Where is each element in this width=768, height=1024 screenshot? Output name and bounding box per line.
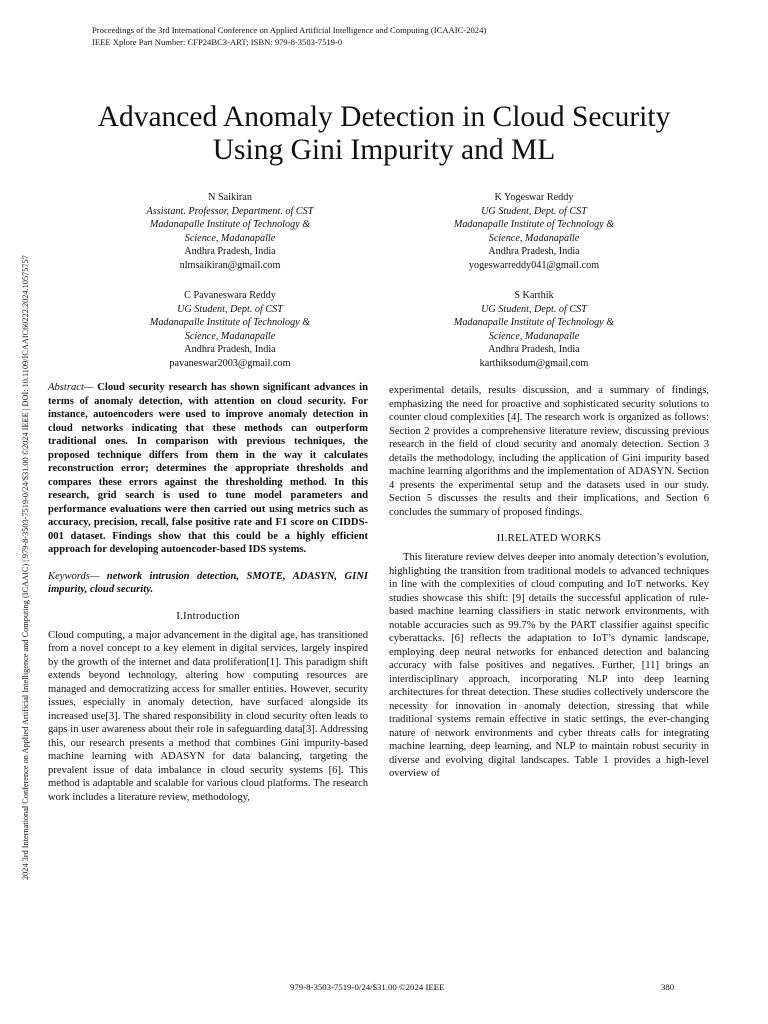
title-line-1: Advanced Anomaly Detection in Cloud Security [97,101,671,133]
author-region: Andhra Pradesh, India [184,344,276,356]
footer-copyright: 979-8-3503-7519-0/24/$31.00 ©2024 IEEE [290,982,445,992]
author-block-4 [404,289,664,371]
author-institution: Madanapalle Institute of Technology & [453,219,615,231]
sidebar-citation: 2024 3rd International Conference on Applied Artificial Intelligence and Computing (ICAAIC) | 979-8-3503-7519-0/24/$31.00 ©2024 IEEE | DOI: 10.1109/ICAAIC60222.2024.10575757 [21,255,30,880]
author-block-1 [100,191,360,273]
keywords-lead: Keywords— [48,570,100,582]
author-email: yogeswarreddy041@gmail.com [468,259,600,271]
author-email: pavaneswar2003@gmail.com [169,357,291,369]
proceedings-line: Proceedings of the 3rd International Conference on Applied Artificial Intelligence and Computing (ICAAIC-2024) [92,25,487,35]
right-column [389,384,709,781]
author-institution: Madanapalle Institute of Technology & [149,317,311,329]
introduction-text: Cloud computing, a major advancement in the digital age, has transitioned from a novel concept to a key element in digital services, largely inspired by the growth of the internet and data proliferation[1]. This paradigm shift extends beyond technology, altering how computing resources are managed and democratizing access for smaller entities. However, security issues, especially in anomaly detection, have surfaced alongside its increased use[3]. The shared responsibility in cloud security often leads to gaps in user awareness about their role in safeguarding data[3]. Addressing this, our research presents a method that combines Gini impurity-based machine learning with ADASYN for data balancing, targeting the prevalent issue of data imbalance in cloud security systems [6]. This method is adaptable and scalable for various cloud platforms. The research work includes a literature review, methodology, [48,629,368,803]
author-block-3 [100,289,360,371]
author-institution-2: Science, Madanapalle [488,330,580,342]
author-role: UG Student, Dept. of CST [481,205,587,217]
author-role: UG Student, Dept. of CST [481,303,587,315]
author-institution-2: Science, Madanapalle [184,232,276,244]
part-number-line: IEEE Xplore Part Number: CFP24BC3-ART; ISBN: 979-8-3503-7519-0 [92,37,343,47]
author-region: Andhra Pradesh, India [488,344,580,356]
abstract-text: Cloud security research has shown significant advances in terms of anomaly detection, with attention on cloud security. For instance, autoencoders were used to improve anomaly detection in cloud networks indicating that these methods can outperform traditional ones. In comparison with previous techniques, the proposed technique differs from them in the way it calculates reconstruction error; determines the appropriate thresholds and compares these errors against the thresholding method. In this research, grid search is used to tune model parameters and performance evaluations were then carried out using metrics such as accuracy, precision, recall, false positive rate and F1 score on CIDDS-001 dataset. Findings show that this could be a highly efficient approach for developing autoencoder-based IDS systems. [48,382,368,555]
paper-title [40,101,728,167]
author-block-2 [404,191,664,273]
author-region: Andhra Pradesh, India [184,246,276,258]
author-institution: Madanapalle Institute of Technology & [149,219,311,231]
abstract [48,381,368,557]
section-heading-introduction: I.Introduction [176,609,240,622]
related-works-text: This literature review delves deeper into anomaly detection’s evolution, highlighting the transition from traditional models to advanced techniques in line with the complexities of cloud computing and IoT networks. Key studies showcase this shift: [9] details the successful application of rule-based machine learning classifiers in static network environments, with notable accuracies such as 99.7% by the PART classifier against specific cyberattacks. [6] reflects the adaptation to IoT’s dynamic landscape, employing deep neural networks for enhanced detection and balancing accuracy with false positives and negatives. Further, [11] brings an interdisciplinary approach, incorporating NLP into deep learning architectures for threat detection. These studies collectively underscore the necessity for innovation in anomaly detection, stressing that while traditional systems remain effective in static settings, the ever-changing nature of network environments and cyber threats calls for integrating machine learning, deep learning, and NLP to maintain robust security in diverse and evolving digital landscapes. Table 1 provides a high-level overview of [389,552,709,779]
author-role: Assistant. Professor, Department. of CST [146,205,314,217]
page-number: 380 [661,982,675,992]
section-heading-related-works: II.RELATED WORKS [496,532,602,544]
author-name: C Pavaneswara Reddy [184,290,276,301]
running-header [92,24,712,48]
author-institution-2: Science, Madanapalle [488,232,580,244]
keywords-text: network intrusion detection, SMOTE, ADASYN, GINI impurity, cloud security. [48,570,368,595]
author-institution: Madanapalle Institute of Technology & [453,317,615,329]
introduction-continued-text: experimental details, results discussion, and a summary of findings, emphasizing the need for proactive and sophisticated security solutions to counter cloud complexities [4]. The research work is organized as follows: Section 2 provides a comprehensive literature review, discussing previous research in the field of cloud security and anomaly detection. Section 3 details the methodology, including the application of Gini impurity based machine learning algorithms and the implementation of ADASYN. Section 4 presents the experimental setup and the datasets used in our study. Section 5 discusses the results and their implications, and Section 6 concludes the summary of proposed findings. [389,385,709,518]
keywords [48,570,368,597]
author-institution-2: Science, Madanapalle [184,330,276,342]
title-line-2: Using Gini Impurity and ML [212,134,556,166]
author-email: karthiksodum@gmail.com [479,357,589,369]
author-email: nlmsaikiran@gmail.com [179,259,281,271]
left-column [48,381,368,804]
author-region: Andhra Pradesh, India [488,246,580,258]
author-name: N Saikiran [208,192,252,203]
author-role: UG Student, Dept. of CST [177,303,283,315]
author-name: K Yogeswar Reddy [494,192,574,203]
abstract-lead: Abstract— [48,382,94,393]
author-name: S Karthik [514,290,554,301]
